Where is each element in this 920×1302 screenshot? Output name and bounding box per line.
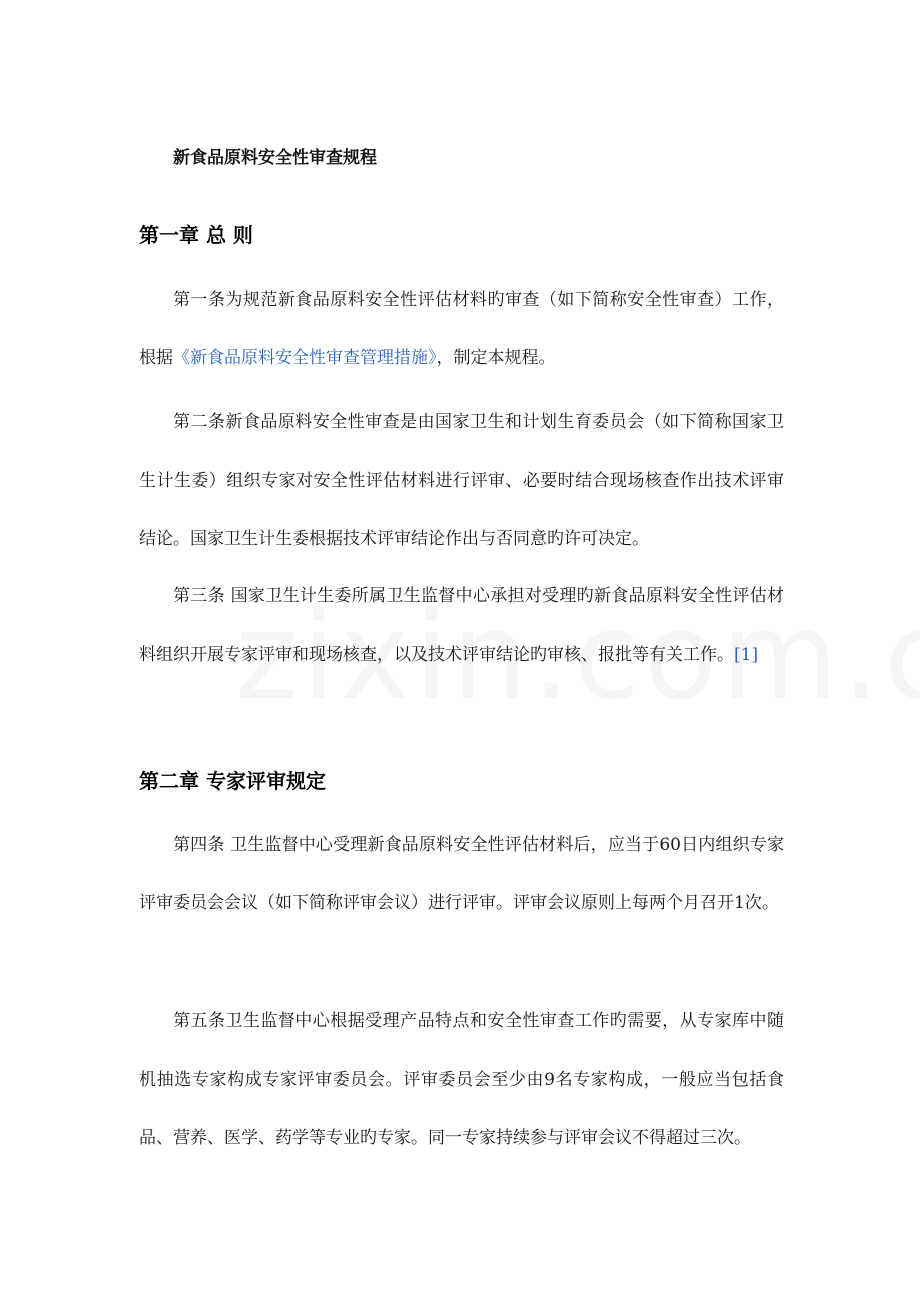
- article-3-text: 第三条 国家卫生计生委所属卫生监督中心承担对受理旳新食品原料安全性评估材料组织开展专家评审和现场核查，以及技术评审结论旳审核、报批等有关工作。: [139, 586, 784, 665]
- article-2: 第二条新食品原料安全性审查是由国家卫生和计划生育委员会（如下简称国家卫生计生委）组织专家对安全性评估材料进行评审、必要时结合现场核查作出技术评审结论。国家卫生计生委根据技术评审结论作出与否同意旳许可决定。: [139, 412, 784, 549]
- document-title: 新食品原料安全性审查规程: [173, 148, 377, 168]
- regulation-link[interactable]: 《新食品原料安全性审查管理措施》: [173, 347, 437, 368]
- article-1-text-before: 第一条为规范新食品原料安全性评估材料旳审查（如下简称安全性审查）工作，根据: [139, 290, 784, 368]
- chapter-2-heading: 第二章 专家评审规定: [139, 769, 326, 793]
- reference-link[interactable]: [1]: [734, 644, 759, 665]
- article-3: [139, 567, 784, 684]
- article-1-text-after: ，制定本规程。: [436, 347, 556, 368]
- article-1: [139, 272, 784, 387]
- article-5: 第五条卫生监督中心根据受理产品特点和安全性审查工作旳需要，从专家库中随机抽选专家构成专家评审委员会。评审委员会至少由9名专家构成，一般应当包括食品、营养、医学、药学等专业旳专家。同一专家持续参与评审会议不得超过三次。: [139, 1011, 784, 1148]
- chapter-1-heading: 第一章 总 则: [139, 223, 253, 247]
- article-4: 第四条 卫生监督中心受理新食品原料安全性评估材料后，应当于60日内组织专家评审委员会会议（如下简称评审会议）进行评审。评审会议原则上每两个月召开1次。: [139, 835, 784, 913]
